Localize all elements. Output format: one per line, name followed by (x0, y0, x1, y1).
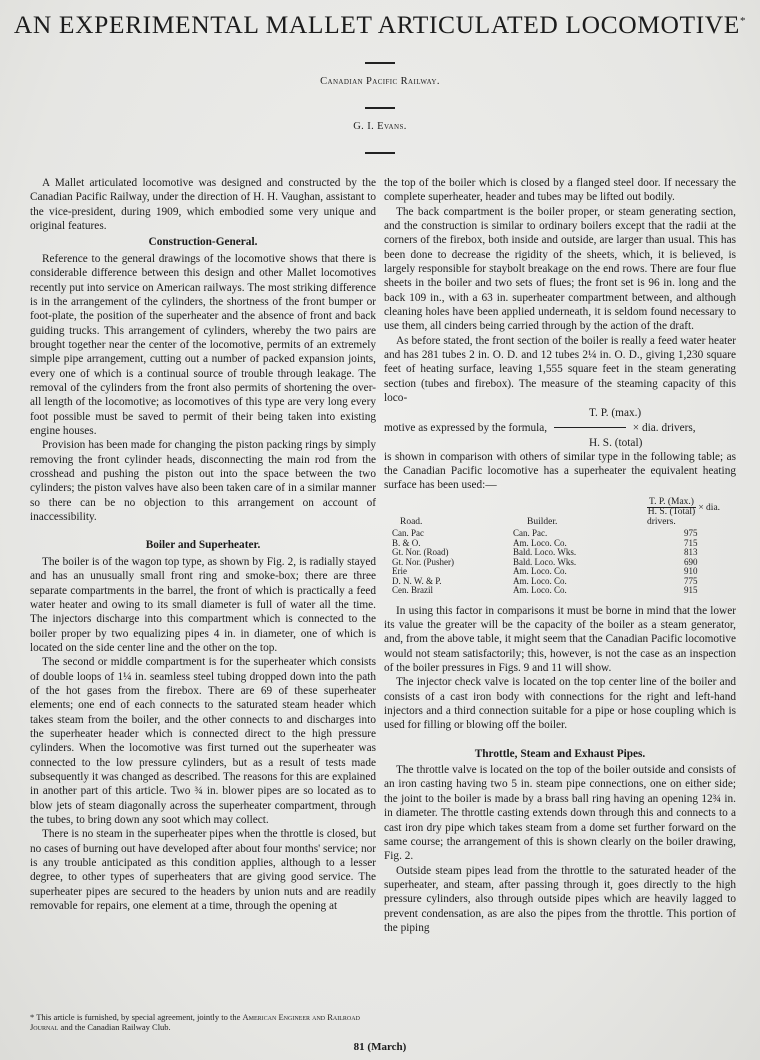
fraction-bottom: H. S. (Total) (647, 507, 696, 518)
cell-builder: Am. Loco. Co. (513, 575, 567, 586)
cell-builder: Am. Loco. Co. (513, 537, 567, 548)
cell-road: Erie (392, 566, 407, 577)
section-heading-throttle: Throttle, Steam and Exhaust Pipes. (474, 747, 646, 760)
formula-tail: × dia. drivers, (632, 421, 696, 434)
paragraph: The throttle valve is located on the top of the boiler outside and consists of an iron casting having two 5 in. steam pipe connections, one on either side; the joint to the boiler is made by a brass ball ring having an opening 12¾ in. in diameter. The throttle casting extends down through this and connects to a cast iron dry pipe which takes steam from a dome set further forward on the same course; the arrangement of this is shown clearly on the boiler drawing, Fig. 2. (384, 764, 736, 863)
cell-builder: Can. Pac. (513, 528, 548, 539)
formula-numerator: T. P. (max.) (589, 406, 642, 419)
paragraph: the top of the boiler which is closed by a flanged steel door. If necessary the complete superheater, header and tubes may be lifted out bodily. (384, 177, 736, 204)
section-heading-construction: Construction-General. (148, 236, 258, 249)
footnote-text: and the Canadian Railway Club. (58, 1022, 171, 1032)
paragraph: Reference to the general drawings of the locomotive shows that there is considerable difference between this design and other Mallet locomotives recently put into service on American railways. The most striking difference is in the arrangement of the cylinders, the shortness of the front bumper or foot-plate, the position of the superheater and the absence of front and back guiding trucks. This arrangement of cylinders, whereby the two pairs are brought together near the center of the locomotive, permits of an extremely simple pipe arrangement, cutting out a number of packed expansion joints, every one of which is a continual source of trouble through leakage. The removal of the cylinders from the front also permits of shortening the over-all length of the locomotive; as locomotives of this type are very long every foot possible must be saved to permit of their being taken into existing engine houses. (30, 252, 376, 437)
paragraph: Provision has been made for changing the piston packing rings by simply removing the front cylinder heads, disconnecting the main rod from the crosshead and pushing the piston out into the space between the two cylinders; the piston valves have also been taken care of in a similar manner so there can be no objection to this arrangement on account of inaccessibility. (30, 439, 376, 524)
formula-denominator: H. S. (total) (589, 436, 643, 449)
paragraph: The back compartment is the boiler proper, or steam generating section, and the construction is similar to ordinary boilers except that the radii at the corners of the firebox, both inside and outside, are larger than usual. This has been done to decrease the rigidity of the sheets, which, it is believed, is largely responsible for staybolt breakage on the end rows. There are four flue sheets in the boiler and two sets of flues; the front set is 96 in. long and the back 109 in., with a 63 in. superheater compartment between, and although cleaning holes have been applied underneath, it is seldom found necessary to use them, all cinders being carried through by the action of the draft. (384, 205, 736, 333)
column-header-factor (646, 497, 732, 530)
cell-road: Gt. Nor. (Road) (392, 547, 449, 558)
cell-road: B. & O. (392, 537, 421, 548)
comparison-table (392, 497, 732, 596)
cell-value: 775 (684, 575, 698, 586)
cell-road: D. N. W. & P. (392, 575, 442, 586)
paragraph: The second or middle compartment is for the superheater which consists of double loops of 1¼ in. seamless steel tubing dropped down into the path of the hot gases from the firebox. There are 69 of these superheater elements; one end of each connects to the saturated steam header which takes steam from the boiler, and the other connects to and discharges into the superheater header which is connected direct to the high pressure cylinders. When the locomotive was first turned out the superheater was connected to the low pressure cylinders, but as a result of tests made subsequently it was changed as described. The reasons for this are explained in another part of this article. Two ¾ in. blower pipes are so located as to blow jets of steam diagonally across the superheater compartment, through the tubes, to bring down any soot which may collect. (30, 656, 376, 827)
paragraph: The injector check valve is located on the top center line of the boiler and consists of a cast iron body with connections for the right and left-hand injectors and a third connection suitable for a pipe or hose coupling which is used for filling or blowing off the boiler. (384, 676, 736, 732)
article-title-text: AN EXPERIMENTAL MALLET ARTICULATED LOCOMOTIVE (13, 10, 740, 39)
column-header-builder: Builder. (527, 516, 558, 527)
cell-value: 910 (684, 566, 698, 577)
footnote-text: * This article is furnished, by special agreement, jointly to the (30, 1012, 243, 1022)
formula-lead: motive as expressed by the formula, (384, 421, 548, 434)
footnote-mark: * (739, 15, 747, 27)
fraction-tail: × dia. drivers. (647, 502, 721, 527)
left-column (30, 176, 376, 914)
author: G. I. Evans. (353, 121, 407, 132)
cell-value: 975 (684, 528, 698, 539)
cell-value: 690 (684, 556, 698, 567)
paragraph: There is no steam in the superheater pipes when the throttle is closed, but no cases of burning out have developed after about four months' service; nor is any trouble anticipated as this condition applies, although to a lesser degree, to other types of superheaters that are giving good service. The superheater pipes are secured to the headers by union nuts and are readily removable for repairs, one element at a time, through the opening at (30, 828, 376, 913)
formula-line (384, 421, 696, 435)
divider (365, 62, 395, 64)
paragraph-intro: A Mallet articulated locomotive was designed and constructed by the Canadian Pacific Railway, under the direction of H. H. Vaughan, assistant to the vice-president, during 1909, which embodied some very unique and original features. (30, 177, 376, 233)
divider (365, 107, 395, 109)
right-column (384, 176, 736, 935)
cell-value: 715 (684, 537, 698, 548)
paragraph: In using this factor in comparisons it must be borne in mind that the lower its value the greater will be the capacity of the boiler as a steam generator, and, from the above table, it might seem that the Canadian Pacific locomotive would not steam satisfactorily; this, however, is not the case as an inspection of the boiler pressures in Figs. 9 and 11 will show. (384, 604, 736, 674)
column-header-road: Road. (400, 516, 423, 527)
factor-fraction (647, 498, 696, 518)
fraction-bar (554, 427, 626, 428)
divider (365, 152, 395, 154)
table-header-row (392, 497, 732, 530)
cell-road: Can. Pac (392, 528, 424, 539)
cell-value: 915 (684, 585, 698, 596)
cell-value: 813 (684, 547, 698, 558)
cell-builder: Am. Loco. Co. (513, 566, 567, 577)
paragraph: Outside steam pipes lead from the throttle to the saturated header of the superheater, and steam, after passing through it, goes directly to the high pressure cylinders, also through outside pipes which are heavily lagged to prevent condensation, as are also the pipes from the throttle. This portion of the piping (384, 864, 736, 934)
cell-builder: Bald. Loco. Wks. (513, 556, 577, 567)
article-title (0, 10, 760, 40)
paragraph: As before stated, the front section of the boiler is really a feed water heater and has 281 tubes 2 in. O. D. and 12 tubes 2¼ in. O. D., giving 1,230 square feet of heating surface, leaving 1,555 square feet in the steam generating section (tubes and firebox). The measure of the steaming capacity of this loco- (384, 334, 736, 405)
cell-builder: Bald. Loco. Wks. (513, 547, 577, 558)
organization: Canadian Pacific Railway. (320, 76, 440, 87)
footnote (30, 1012, 376, 1032)
page-number: 81 (March) (353, 1041, 407, 1053)
paragraph: The boiler is of the wagon top type, as shown by Fig. 2, is radially stayed and has an unusually small front ring and smoke-box; there are three separate compartments in the barrel, the front of which is practically a feed water heater and owing to its small diameter is full of water all the time. The injectors discharge into this compartment which is connected to the boiler proper by two equalizing pipes 4 in. in diameter, one of which is located on the side center line and the other on the top. (30, 555, 376, 654)
section-heading-boiler: Boiler and Superheater. (145, 539, 261, 552)
paragraph: is shown in comparison with others of similar type in the following table; as the Canadian Pacific locomotive has a superheater the equivalent heating surface has been used:— (384, 450, 736, 492)
cell-road: Cen. Brazil (392, 585, 433, 596)
table-row (392, 586, 732, 596)
cell-road: Gt. Nor. (Pusher) (392, 556, 454, 567)
formula (384, 406, 736, 450)
footnote-journal: American Engineer and Railroad Journal (30, 1012, 360, 1032)
fraction-top: T. P. (Max.) (649, 496, 694, 507)
cell-builder: Am. Loco. Co. (513, 585, 567, 596)
